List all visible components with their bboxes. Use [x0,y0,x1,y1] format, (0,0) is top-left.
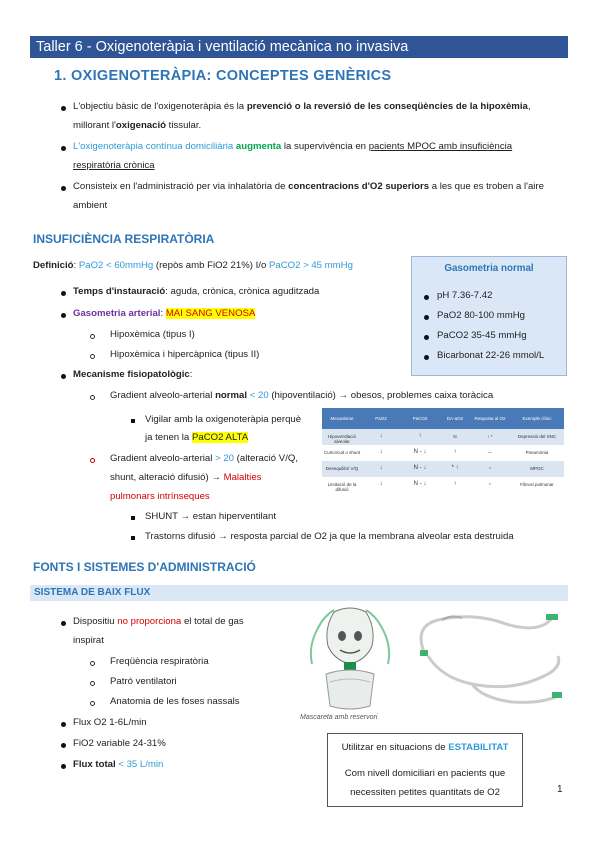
bullet [424,355,429,360]
mask-reservoir-image [306,606,394,712]
table-header: Resposta al O2 [474,416,506,421]
utilitzar-box [327,733,523,807]
vigilar-line: Vigilar amb la oxigenoteràpia perquè [145,414,302,425]
table-cell: * [489,482,491,487]
bullet [61,764,66,769]
table-cell: ↑ * [487,434,493,439]
mecanisme-fisiopatologic: Mecanisme fisiopatològic: [73,369,193,380]
bullet [61,106,66,111]
paragraph-domiciliaria: L'oxigenoteràpia contínua domiciliària augmenta la supervivència en pacients MPOC amb insuficiència [73,141,513,152]
gasometria-arterial: Gasometria arterial: MAI SANG VENOSA [73,308,256,319]
gradient-alterat-3: pulmonars intrínseques [110,491,210,502]
sub-bullet [90,681,95,686]
sub-bullet [90,458,95,463]
table-cell: ↓ [379,465,383,471]
mecanisme-table [322,408,564,494]
anatomia-foses: Anatomia de les foses nassals [110,696,240,707]
table-header: PaCO2 [412,416,428,421]
table-cell: Fibrosi pulmonar [520,482,554,487]
bullet [424,335,429,340]
vigilar-line-2: ja tenen la PaCO2 ALTA [145,432,249,443]
hipoxemica-tipus-2: Hipoxèmica i hipercàpnica (tipus II) [110,349,260,360]
table-cell: Depressió del SNC [517,434,557,439]
bullet [61,291,66,296]
bullet [61,722,66,727]
table-header: DA-aO2 [446,416,464,421]
table-cell: N - ↓ [413,449,427,455]
table-cell: MPOC [530,466,544,471]
gas-ph: pH 7.36-7.42 [437,290,493,301]
gradient-alterat: Gradient alveolo-arterial > 20 (alteració V/Q, [110,453,298,464]
sub-sub-bullet [131,516,135,520]
hipoxemica-tipus-1: Hipoxèmica (tipus I) [110,329,195,340]
temps-instauracio: Temps d'instauració: aguda, crònica, crònica aguditzada [73,286,320,297]
trastorns-line: Trastorns difusió → resposta parcial de O2 ja que la membrana alveolar esta destruida [145,531,514,542]
sub-bullet [90,701,95,706]
fio2-variable: FiO2 variable 24-31% [73,738,166,749]
gas-bicarbonat: Bicarbonat 22-26 mmol/L [437,350,545,361]
table-cell: — [487,450,493,455]
utilitzar-line-2: Com nivell domiciliari en pacients que [344,768,506,779]
flux-o2: Flux O2 1-6L/min [73,717,147,728]
mask-caption: Mascareta amb reservori [300,714,378,721]
gasometria-normal-box [411,256,567,376]
paragraph-objectiu: L'objectiu bàsic de l'oxigenoteràpia és la prevenció o la reversió de les conseqüències de la hipoxèmia, [73,101,531,112]
gradient-normal: Gradient alveolo-arterial normal < 20 (hipoventilació) → obesos, problemes caixa toràcica [110,390,494,401]
paragraph-objectiu-2: millorant l'oxigenació tissular. [73,120,202,131]
page-number: 1 [557,784,563,795]
table-cell: N [453,434,457,439]
table-header: PaO2 [375,416,387,421]
table-cell: ↑ [453,449,457,455]
bullet [61,743,66,748]
table-cell: Pneumònia [525,450,549,455]
table-header: Exemple clínic [522,416,552,421]
sub-bullet [90,354,95,359]
table-cell: Curtcircuit o shunt [323,450,361,455]
section-heading-insuficiencia: INSUFICIÈNCIA RESPIRATÒRIA [33,232,215,246]
utilitzar-line-3: necessiten petites quantitats de O2 [350,787,500,798]
table-cell: Desequilibri V/Q [325,466,359,471]
table-cell: ↑ [418,433,422,439]
sistema-baix-flux-title: SISTEMA DE BAIX FLUX [34,587,151,598]
sub-sub-bullet [131,419,135,423]
table-cell: ↓ [379,433,383,439]
sub-bullet [90,334,95,339]
paragraph-consisteix: Consisteix en l'administració per via inhalatòria de concentracions d'O2 superiors a les que es troben a l'aire [73,181,544,192]
bullet [61,374,66,379]
utilitzar-line: Utilitzar en situacions de ESTABILITAT [341,742,509,753]
table-cell: N - ↓ [413,481,427,487]
paragraph-consisteix-2: ambient [73,200,108,211]
table-cell: Hipoventilació alveolar [327,434,356,444]
table-cell: * [489,466,491,471]
table-cell: ↑ [453,481,457,487]
frequencia-respiratoria: Freqüència respiratòria [110,656,209,667]
table-cell: Limitació de la difusió [327,482,357,492]
sub-bullet [90,395,95,400]
bullet [61,621,66,626]
table-cell: ↓ [379,481,383,487]
shunt-line: SHUNT → estan hiperventilant [145,511,276,522]
dispositiu-line: Dispositiu no proporciona el total de gas [73,616,244,627]
bullet [61,313,66,318]
table-cell: * ↑ [451,465,459,471]
table-cell: N - ↓ [413,465,427,471]
paragraph-domiciliaria-2: respiratòria crònica [73,160,155,171]
page-title: Taller 6 - Oxigenoteràpia i ventilació mecànica no invasiva [36,39,409,55]
gasometria-normal-title: Gasometria normal [444,263,534,274]
dispositiu-line-2: inspirat [73,635,104,646]
gas-pao2: PaO2 80-100 mmHg [437,310,525,321]
nasal-cannula-image [412,606,568,710]
definicio-line: Definició: PaO2 < 60mmHg (repòs amb FiO2 21%) I/o PaCO2 > 45 mmHg [33,260,353,271]
bullet [424,315,429,320]
sub-sub-bullet [131,536,135,540]
page-title-bar [30,36,568,58]
table-header: Mecanisme [330,416,354,421]
section-heading-oxigenoterapia: 1. OXIGENOTERÀPIA: CONCEPTES GENÈRICS [54,68,392,84]
bullet [61,146,66,151]
flux-total: Flux total < 35 L/min [73,759,164,770]
gradient-alterat-2: shunt, alteració difusió) → Malalties [110,472,262,483]
table-cell: ↓ [379,449,383,455]
gas-paco2: PaCO2 35-45 mmHg [437,330,527,341]
bullet [61,186,66,191]
patro-ventilatori: Patró ventilatori [110,676,177,687]
sub-bullet [90,661,95,666]
section-heading-fonts: FONTS I SISTEMES D'ADMINISTRACIÓ [33,560,256,574]
bullet [424,295,429,300]
